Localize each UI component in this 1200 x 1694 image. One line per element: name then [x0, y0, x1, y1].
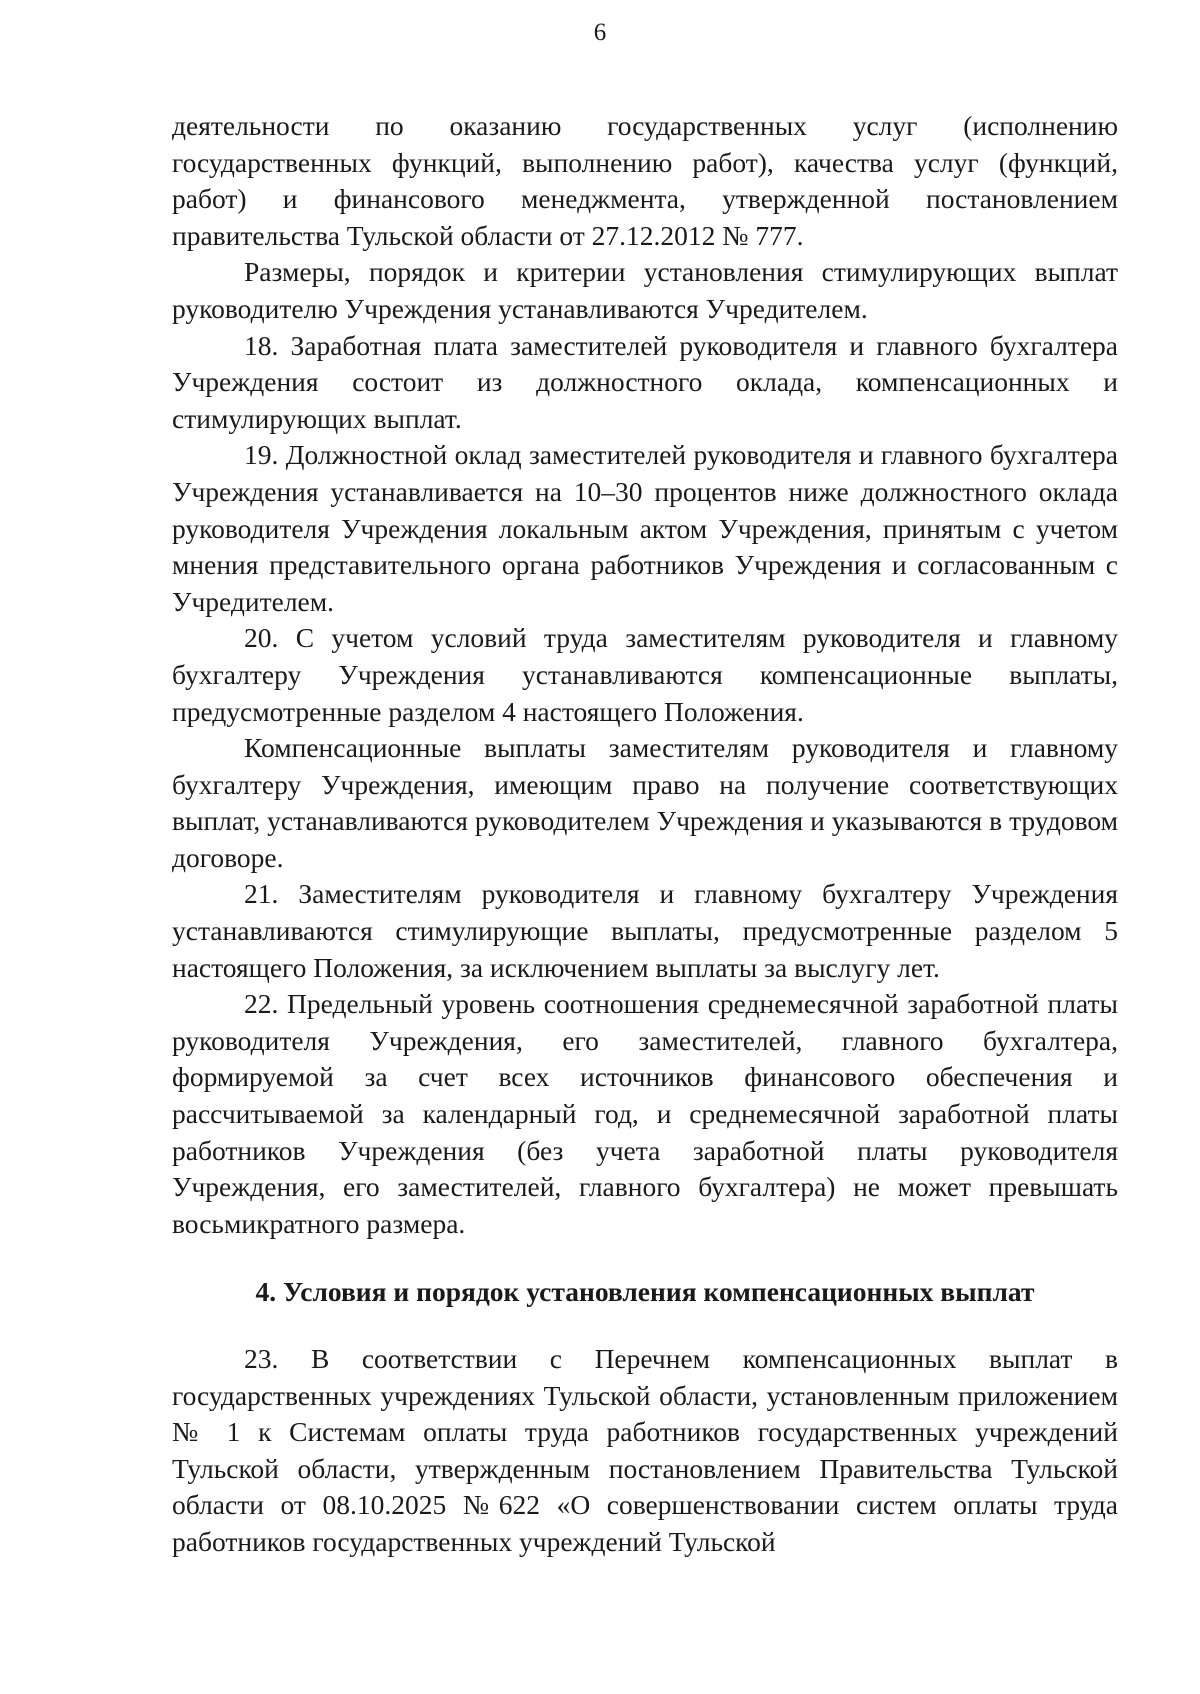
- section-heading: 4. Условия и порядок установления компенсационных выплат: [255, 1276, 1035, 1308]
- paragraph-20: 20. С учетом условий труда заместителям руководителя и главному бухгалтеру Учреждения устанавливаются компенсационные выплаты, предусмотренные разделом 4 настоящего Положения.: [172, 622, 1118, 727]
- paragraph-continuation: деятельности по оказанию государственных услуг (исполнению государственных функций, выполнению работ), качества услуг (функций, работ) и финансового менеджмента, утвержденной постановлением правительства Тульской области от 27.12.2012 № 777.: [172, 110, 1118, 251]
- paragraph-incentive-criteria: Размеры, порядок и критерии установления стимулирующих выплат руководителю Учреждения устанавливаются Учредителем.: [172, 256, 1118, 324]
- paragraph-compensation-deputies: Компенсационные выплаты заместителям руководителя и главному бухгалтеру Учреждения, имеющим право на получение соответствующих выплат, устанавливаются руководителем Учреждения и указываются в трудовом договоре.: [172, 732, 1118, 873]
- paragraph-19: 19. Должностной оклад заместителей руководителя и главного бухгалтера Учреждения устанавливается на 10–30 процентов ниже должностного оклада руководителя Учреждения локальным актом Учреждения, принятым с учетом мнения представительного органа работников Учреждения и согласованным с Учредителем.: [172, 439, 1118, 617]
- paragraph-18: 18. Заработная плата заместителей руководителя и главного бухгалтера Учреждения состоит из должностного оклада, компенсационных и стимулирующих выплат.: [172, 329, 1118, 434]
- document-body: [172, 108, 1118, 1561]
- paragraph-21: 21. Заместителям руководителя и главному бухгалтеру Учреждения устанавливаются стимулирующие выплаты, предусмотренные разделом 5 настоящего Положения, за исключением выплаты за выслугу лет.: [172, 878, 1118, 983]
- page-number: 6: [593, 19, 607, 46]
- paragraph-23: 23. В соответствии с Перечнем компенсационных выплат в государственных учреждениях Тульской области, установленным приложением № 1 к Системам оплаты труда работников государственных учреждений Тульской области, утвержденным постановлением Правительства Тульской области от 08.10.2025 №622 «О совершенствовании систем оплаты труда работников государственных учреждений Тульской: [172, 1343, 1118, 1557]
- paragraph-22: 22. Предельный уровень соотношения среднемесячной заработной платы руководителя Учреждения, его заместителей, главного бухгалтера, формируемой за счет всех источников финансового обеспечения и рассчитываемой за календарный год, и среднемесячной заработной платы работников Учреждения (без учета заработной платы руководителя Учреждения, его заместителей, главного бухгалтера) не может превышать восьмикратного размера.: [172, 988, 1118, 1239]
